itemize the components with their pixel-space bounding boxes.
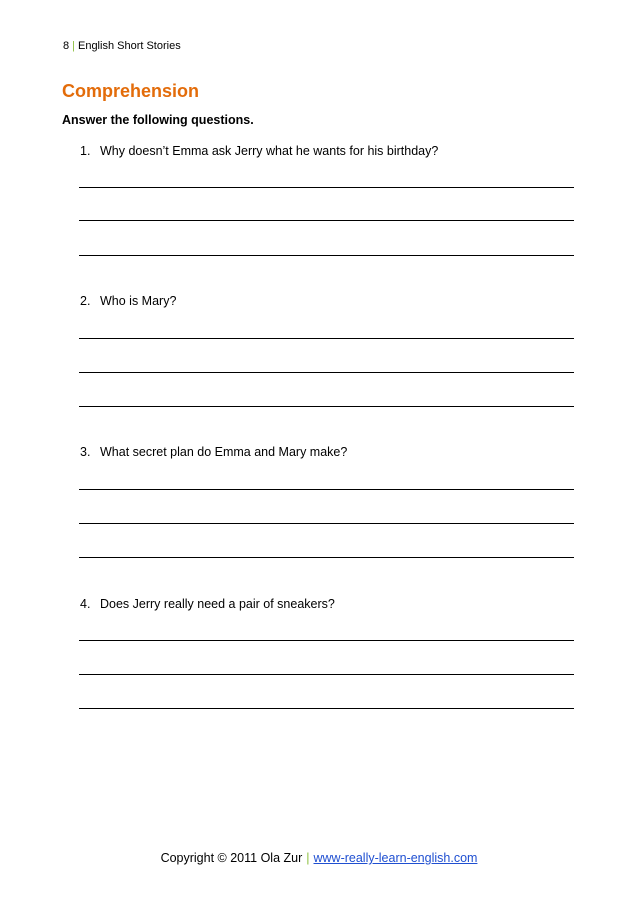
question-1	[80, 144, 438, 158]
question-number: 2.	[80, 294, 91, 308]
header-separator: |	[72, 40, 75, 52]
question-number: 4.	[80, 597, 91, 611]
answer-line[interactable]	[79, 708, 574, 709]
answer-line[interactable]	[79, 640, 574, 641]
question-2	[80, 294, 176, 308]
question-text: Why doesn’t Emma ask Jerry what he wants for his birthday?	[100, 144, 439, 158]
page-header	[63, 40, 181, 52]
section-title: Comprehension	[62, 81, 200, 101]
answer-line[interactable]	[79, 489, 574, 490]
page-number: 8	[63, 40, 70, 52]
answer-line[interactable]	[79, 674, 574, 675]
question-number: 3.	[80, 445, 91, 459]
answer-line[interactable]	[79, 338, 574, 339]
page-footer	[0, 851, 638, 865]
question-number: 1.	[80, 144, 91, 158]
answer-line[interactable]	[79, 557, 574, 558]
answer-line[interactable]	[79, 187, 574, 188]
copyright-text: Copyright © 2011 Ola Zur	[160, 851, 303, 865]
question-text: What secret plan do Emma and Mary make?	[100, 445, 348, 459]
answer-line[interactable]	[79, 523, 574, 524]
question-4	[80, 597, 335, 611]
instructions: Answer the following questions.	[62, 113, 254, 127]
website-link[interactable]: www-really-learn-english.com	[313, 851, 478, 865]
footer-separator: |	[306, 851, 310, 865]
answer-line[interactable]	[79, 255, 574, 256]
question-text: Who is Mary?	[100, 294, 177, 308]
answer-line[interactable]	[79, 372, 574, 373]
question-text: Does Jerry really need a pair of sneakers?	[100, 597, 335, 611]
book-title: English Short Stories	[77, 40, 181, 52]
question-3	[80, 445, 347, 459]
answer-line[interactable]	[79, 220, 574, 221]
answer-line[interactable]	[79, 406, 574, 407]
